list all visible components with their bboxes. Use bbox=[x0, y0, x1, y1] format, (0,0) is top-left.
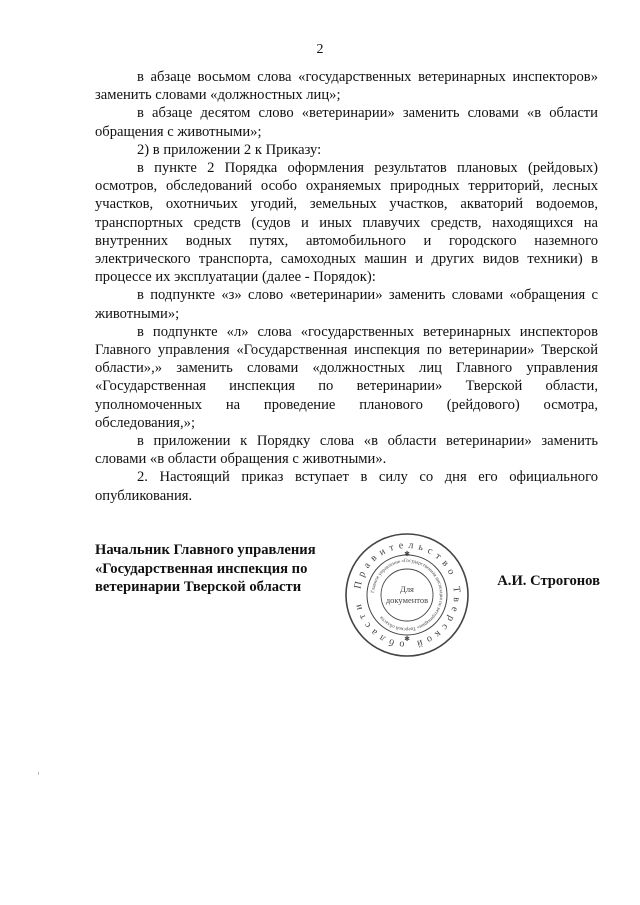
paragraph-2: в абзаце десятом слово «ветеринарии» заменить словами «в области обращения с животными»; bbox=[95, 105, 598, 140]
paragraph-4: в пункте 2 Порядка оформления результатов плановых (рейдовых) осмотров, обследований особо охраняемых природных территорий, лесных участков, охотничьих угодий, земельных участков, акваторий водоемов, транспортных средств (судов и иных плавучих средств, находящихся на внутренних водных путях, автомобильного и городского наземного электрического транспорта, самоходных машин и других видов техники) в процессе их эксплуатации (далее - Порядок): bbox=[95, 160, 598, 286]
seal-star-icon: ✱ bbox=[404, 550, 410, 558]
signatory-position-line: Начальник Главного управления bbox=[95, 542, 316, 558]
seal-outer-text-path: Правительство Тверской области bbox=[352, 539, 462, 650]
paragraph-6: в подпункте «л» слова «государственных ветеринарных инспекторов Главного управления «Государственная инспекция по ветеринарии» Тверской области»,» заменить словами «должностных лиц Главного управления «Государственная инспекция по ветеринарии» Тверской области, уполномоченных на проведение планового (рейдового) осмотра, обследования,»; bbox=[95, 323, 598, 431]
paragraph-7: в приложении к Порядку слова «в области ветеринарии» заменить словами «в области обращения с животными». bbox=[95, 433, 598, 468]
signatory-position-line: ветеринарии Тверской области bbox=[95, 579, 302, 595]
signatory-name: А.И. Строгонов bbox=[497, 573, 600, 589]
seal-center-line: документов bbox=[385, 595, 429, 605]
paragraph-3: 2) в приложении 2 к Приказу: bbox=[137, 141, 322, 158]
seal-star-icon: ✱ bbox=[404, 635, 410, 643]
official-seal-stamp bbox=[343, 531, 471, 659]
seal-center-line: Для bbox=[400, 584, 414, 594]
paragraph-1: в абзаце восьмом слова «государственных ветеринарных инспекторов» заменить словами «должностных лиц»; bbox=[95, 69, 598, 104]
signature-block bbox=[95, 541, 600, 671]
signatory-position-line: «Государственная инспекция по bbox=[95, 560, 308, 577]
paragraph-5: в подпункте «з» слово «ветеринарии» заменить словами «обращения с животными»; bbox=[95, 287, 598, 322]
page-number: 2 bbox=[316, 42, 324, 57]
signatory-position bbox=[95, 541, 340, 597]
document-body bbox=[95, 68, 598, 505]
scan-artifact bbox=[38, 772, 39, 775]
seal-inner-text-path: Главное управление «Государственная инспекция по ветеринарии» Тверской области bbox=[371, 558, 444, 632]
paragraph-8: 2. Настоящий приказ вступает в силу со дня его официального опубликования. bbox=[95, 469, 598, 504]
